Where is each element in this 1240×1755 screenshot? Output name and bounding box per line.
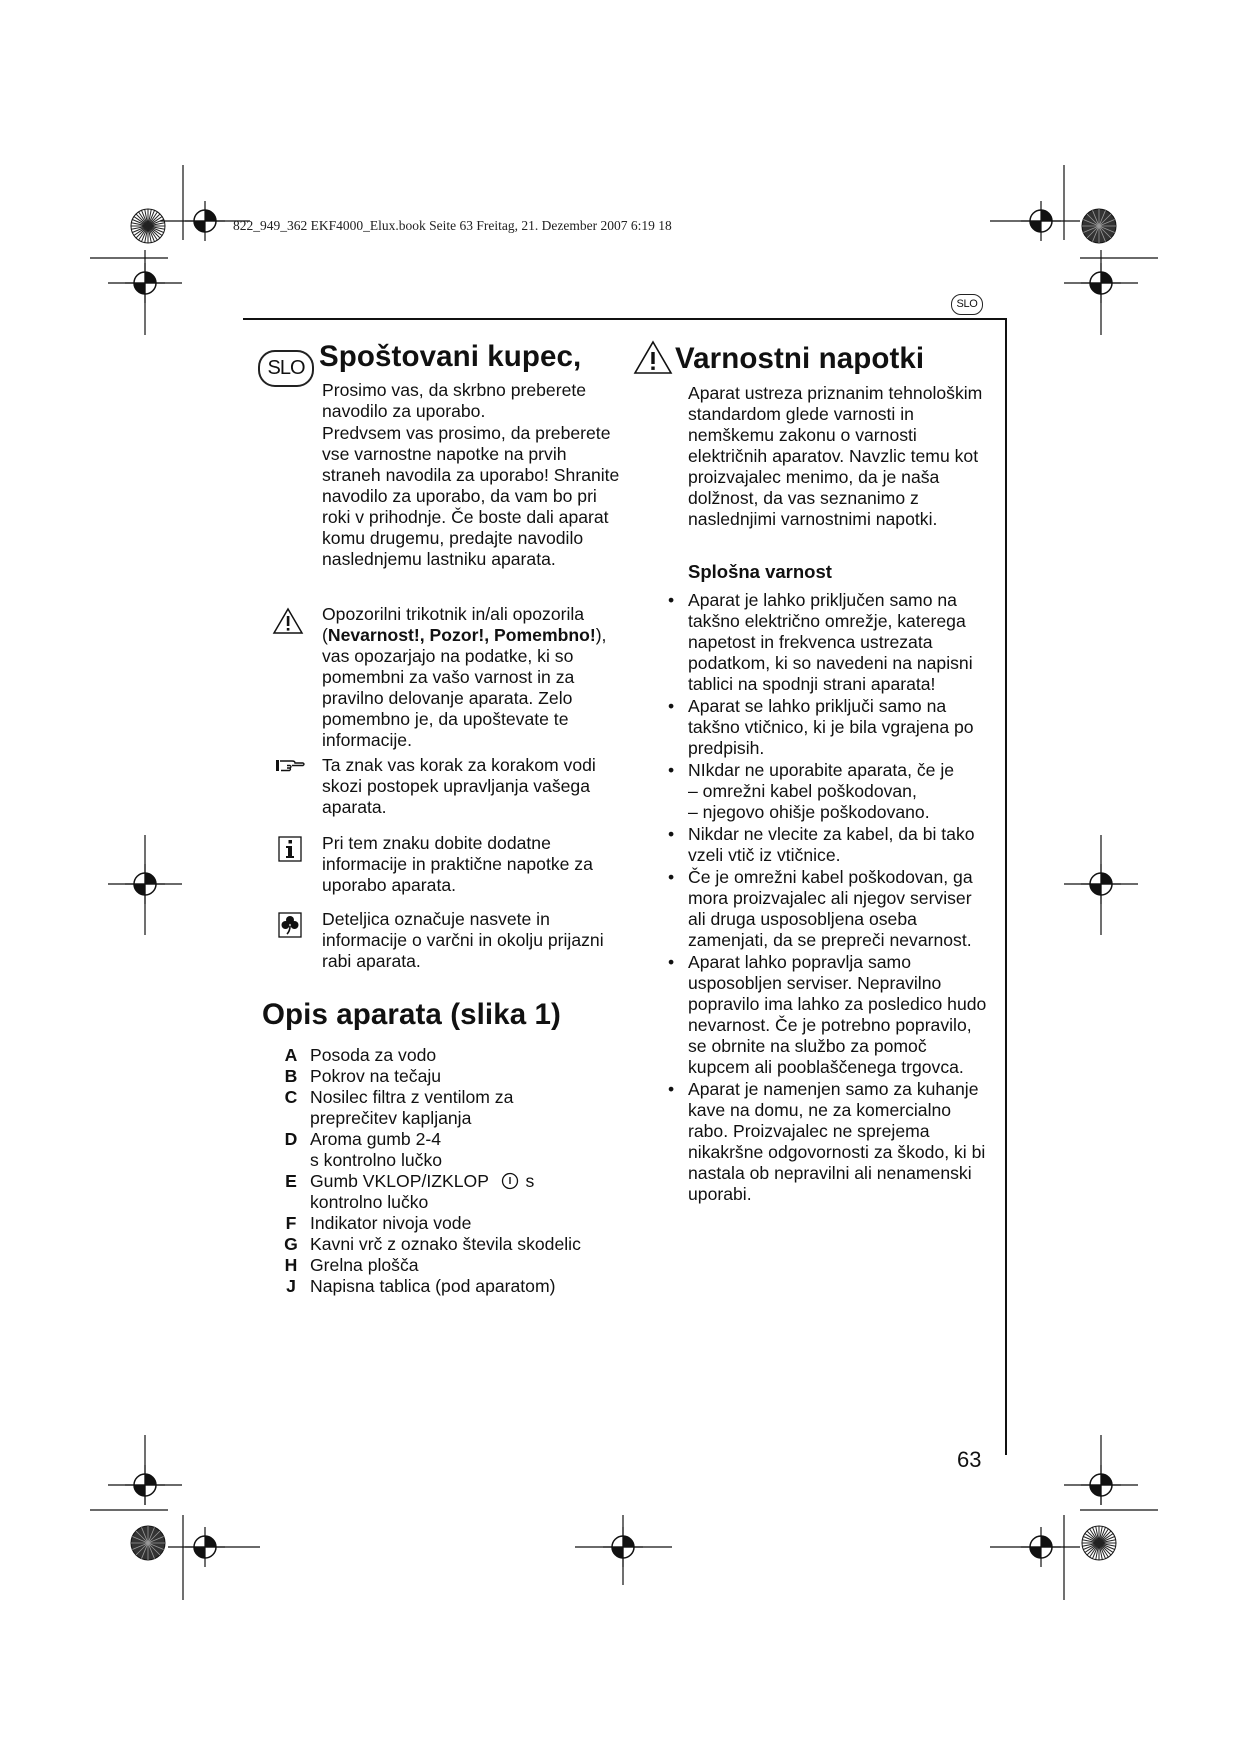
part-letter: A — [284, 1045, 298, 1065]
list-item — [272, 1234, 627, 1255]
hand-note: Ta znak vas korak za korakom vodi skozi postopek upravljanja vašega aparata. — [322, 755, 596, 817]
part-text: Gumb VKLOP/IZKLOP — [310, 1171, 489, 1191]
list-item — [272, 1129, 627, 1171]
power-symbol-icon — [500, 1172, 520, 1190]
pointing-hand-icon — [275, 756, 305, 774]
list-item: • Nikdar ne vlecite za kabel, da bi tako vzeli vtič iz vtičnice. — [668, 824, 988, 866]
intro-paragraph: Predvsem vas prosimo, da preberete vse varnostne napotke na prvih straneh navodila za uporabo! Shranite navodilo za uporabo, da vam bo pri roki v prihodnje. Če boste dali aparat komu drugemu, predajte navodilo naslednjemu lastniku aparata. — [322, 423, 620, 569]
warning-triangle-icon — [272, 607, 304, 635]
list-item — [272, 1045, 627, 1066]
info-icon — [278, 836, 302, 862]
warning-text: Opozorilni trikotnik in/ali opozorila ( — [322, 604, 585, 645]
clover-icon — [278, 912, 302, 938]
list-item — [272, 1066, 627, 1087]
safety-list — [668, 590, 988, 1206]
part-letter: G — [284, 1234, 298, 1254]
language-badge-large: SLO — [258, 350, 314, 387]
print-header: 822_949_362 EKF4000_Elux.book Seite 63 Freitag, 21. Dezember 2007 6:19 18 — [233, 218, 672, 233]
part-text: Aroma gumb 2-4 — [310, 1129, 442, 1149]
part-text-line2: s kontrolno lučko — [310, 1150, 443, 1170]
list-item: • Aparat lahko popravlja samo usposobljen serviser. Nepravilno popravilo ima lahko za posledico hudo nevarnost. Če je potrebno popravilo, se obrnite na službo za pomoč kupcem ali pooblaščenega trgovca. — [668, 952, 988, 1078]
info-note: Pri tem znaku dobite dodatne informacije in praktične napotke za uporabo aparata. — [322, 833, 593, 895]
warning-triangle-icon — [633, 340, 673, 375]
list-item: • Če je omrežni kabel poškodovan, ga mora proizvajalec ali njegov serviser ali druga usposobljena oseba zamenjati, da se prepreči nevarnost. — [668, 867, 988, 951]
part-text: Napisna tablica (pod aparatom) — [310, 1276, 556, 1296]
bullet-text: • NIkdar ne uporabite aparata, če je — [688, 760, 955, 780]
part-text-line2: kontrolno lučko — [310, 1192, 429, 1212]
description-title: Opis aparata (slika 1) — [262, 998, 561, 1031]
safety-intro: Aparat ustreza priznanim tehnološkim standardom glede varnosti in nemškemu zakonu o varnosti električnih aparatov. Navzlic temu kot proizvajalec menimo, da je naša dolžnost, da vas seznanimo z naslednjimi varnostnimi napotki. — [688, 383, 983, 529]
part-text: Grelna plošča — [310, 1255, 419, 1275]
page-number: 63 — [957, 1447, 982, 1472]
part-letter: B — [284, 1066, 298, 1086]
list-item — [272, 1171, 627, 1213]
warning-keywords: Nevarnost!, Pozor!, Pomembno! — [327, 625, 596, 645]
part-letter: C — [284, 1087, 298, 1107]
list-item — [272, 1213, 627, 1234]
parts-list — [272, 1045, 627, 1297]
top-rule — [243, 318, 1007, 320]
part-text: Indikator nivoja vode — [310, 1213, 472, 1233]
list-item — [272, 1276, 627, 1297]
safety-subtitle: Splošna varnost — [688, 561, 832, 582]
bullet-subitem: – njegovo ohišje poškodovano. — [688, 802, 930, 822]
warning-text-rest: ), vas opozarjajo na podatke, ki so pomembni za vašo varnost in za pravilno delovanje aparata. Zelo pomembno je, da upoštevate te informacije. — [322, 625, 607, 750]
intro-paragraph: Prosimo vas, da skrbno preberete navodilo za uporabo. — [322, 380, 587, 421]
part-text-after: s — [525, 1171, 535, 1191]
bullet-subitem: – omrežni kabel poškodovan, — [688, 781, 917, 801]
clover-note: Deteljica označuje nasvete in informacije o varčni in okolju prijazni rabi aparata. — [322, 909, 604, 971]
list-item — [272, 1255, 627, 1276]
part-letter: F — [285, 1213, 297, 1233]
intro-text — [322, 380, 622, 570]
list-item — [272, 1087, 627, 1129]
right-rule — [1005, 318, 1007, 1455]
part-text: Pokrov na tečaju — [310, 1066, 442, 1086]
part-letter: J — [286, 1276, 296, 1296]
right-title: Varnostni napotki — [675, 342, 925, 375]
list-item: • Aparat je lahko priključen samo na takšno električno omrežje, katerega napetost in frekvenca ustrezata podatkom, ki so navedeni na napisni tablici na spodnji strani aparata! — [668, 590, 988, 695]
warning-note — [322, 604, 622, 751]
left-title: Spoštovani kupec, — [319, 340, 582, 373]
part-letter: D — [284, 1129, 298, 1149]
list-item — [668, 760, 988, 823]
part-text: Kavni vrč z oznako števila skodelic — [310, 1234, 581, 1254]
list-item: • Aparat se lahko priključi samo na takšno vtičnico, ki je bila vgrajena po predpisih. — [668, 696, 988, 759]
part-text: Posoda za vodo — [310, 1045, 437, 1065]
part-letter: H — [284, 1255, 298, 1275]
part-letter: E — [285, 1171, 297, 1191]
list-item: • Aparat je namenjen samo za kuhanje kave na domu, ne za komercialno rabo. Proizvajalec ne sprejema nikakršne odgovornosti za škodo, ki bi nastala ob nepravilni ali nenamenski uporabi. — [668, 1079, 988, 1205]
language-badge: SLO — [951, 294, 983, 315]
part-text: Nosilec filtra z ventilom za preprečitev kapljanja — [310, 1087, 514, 1128]
